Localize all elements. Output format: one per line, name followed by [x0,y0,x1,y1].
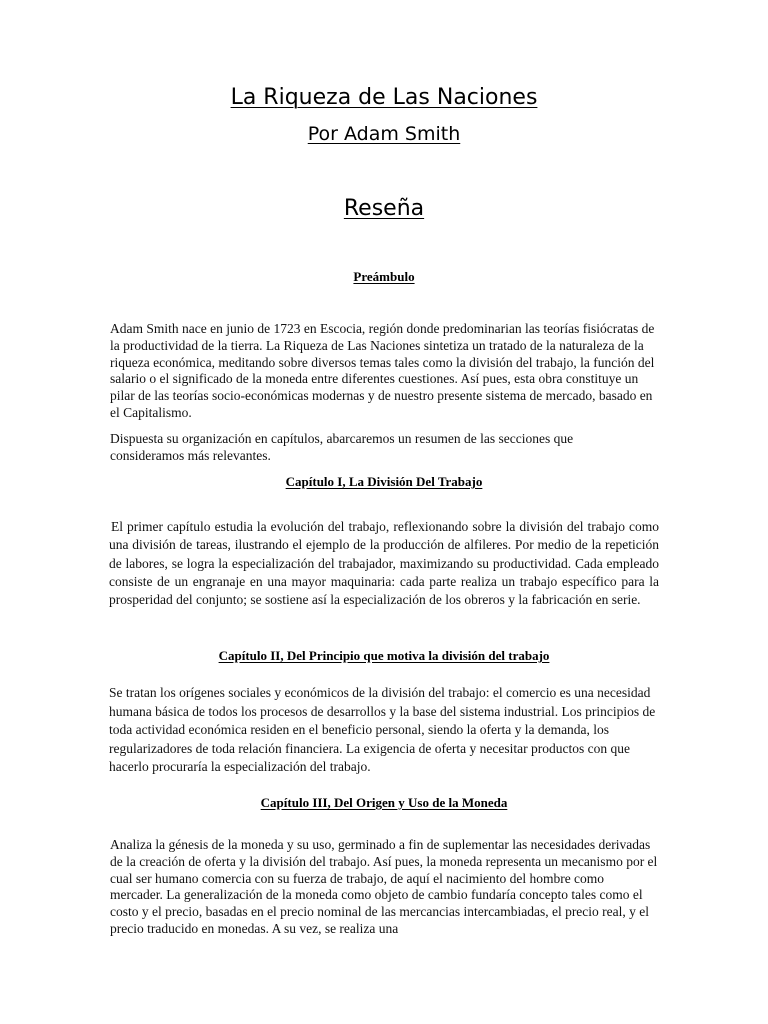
document-author: Por Adam Smith [307,123,461,145]
paragraph-capitulo-1: El primer capítulo estudia la evolución del trabajo, reflexionando sobre la división del trabajo como una división de tareas, ilustrando el ejemplo de la producción de alfileres. Por medio de la repetición de labores, se logra la especialización del trabajador, maximizando su productividad. Cada empleado consiste de un engranaje en una mayor maquinaria: cada parte realiza un trabajo específico para la prosperidad del conjunto; se sostiene así la especialización de los obreros y la fabricación en serie. [109,519,659,608]
paragraph-capitulo-2: Se tratan los orígenes sociales y económicos de la división del trabajo: el comercio es una necesidad humana básica de todos los procesos de desarrollos y la base del sistema industrial. Los principios de toda actividad económica residen en el beneficio personal, siendo la oferta y la demanda, los regularizadores de toda relación financiera. La exigencia de oferta y necesitar productos con que hacerlo procuraría la especialización del trabajo. [109,685,656,775]
paragraph-capitulo-3: Analiza la génesis de la moneda y su uso, germinado a fin de suplementar las necesidades derivadas de la creación de oferta y la división del trabajo. Así pues, la moneda representa un mecanismo por el cual ser humano comercia con su fuerza de trabajo, de aquí el nacimiento del hombre como mercader. La generalización de la moneda como objeto de cambio fundaría concepto tales como el costo y el precio, basadas en el precio nominal de las mercancias intercambiadas, el precio real, y el precio traducido en monedas. A su vez, se realiza una [110,837,658,936]
document-title: La Riqueza de Las Naciones [230,85,538,110]
section-heading-capitulo-3: Capítulo III, Del Origen y Uso de la Moneda [260,795,508,810]
section-heading-preambulo: Preámbulo [353,269,415,284]
review-label: Reseña [343,196,425,221]
paragraph-preambulo-2: Dispuesta su organización en capítulos, abarcaremos un resumen de las secciones que consideramos más relevantes. [110,431,574,463]
section-heading-capitulo-2: Capítulo II, Del Principio que motiva la división del trabajo [218,648,550,663]
section-heading-capitulo-1: Capítulo I, La División Del Trabajo [285,474,483,489]
paragraph-preambulo-1: Adam Smith nace en junio de 1723 en Escocia, región donde predominarian las teorías fisiócratas de la productividad de la tierra. La Riqueza de Las Naciones sintetiza un tratado de la naturaleza de la riqueza económica, meditando sobre diversos temas tales como la división del trabajo, la función del salario o el significado de la moneda entre diferentes cuestiones. Así pues, esta obra constituye un pilar de las teorías socio-económicas modernas y de nuestro presente sistema de mercado, basado en el Capitalismo. [110,321,655,420]
